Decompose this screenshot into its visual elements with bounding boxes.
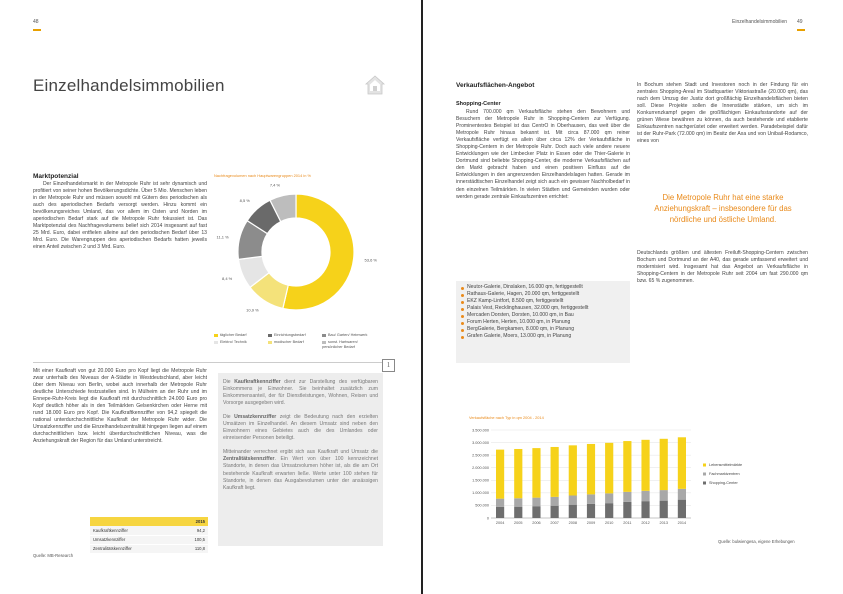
bar-shopping-center-2006 xyxy=(532,506,540,518)
section-heading-marktpotenzial: Marktpotenzial xyxy=(33,173,79,180)
table-row xyxy=(90,535,208,544)
y-tick-label: 3.500.000 xyxy=(472,428,489,433)
mall-list-box xyxy=(456,281,630,363)
legend-label: sonst. Hartwaren/ persönlicher Bedarf xyxy=(322,340,358,349)
page-title: Einzelhandelsimmobilien xyxy=(33,76,225,95)
x-tick-label: 2013 xyxy=(659,521,668,525)
legend-item xyxy=(214,333,266,338)
kaufkraft-text: Mit einer Kaufkraft von gut 20.000 Euro pro Kopf liegt die Metropole Ruhr zwar unterhalb des Niveaus der A-Städte in Westdeutschland, aber leicht über dem Niveau von Berlin, wobei auch innerhalb der Metropole Ruhr deutliche Unterschiede festzustellen sind. In Mülheim an der Ruhr und im Ennepe-Ruhr-Kreis liegt die Kaufkraft mit durchschnittlich 24.000 Euro pro Kopf deutlich höher als in den Teilmärkten Gelsenkirchen oder Herne mit rund 18.000 Euro pro Kopf. Die Kaufkraftkennziffer von 94,2 spiegelt die national unterdurchschnittliche Kaufkraft der Metropole Ruhr wider. Die Umsatzkennziffer und die Einzelhandelszentralität hingegen liegen auf einem durchschnittlichen bzw. leicht überdurchschnittlichen Niveau, was die Anziehungskraft der Region für das Umland unterstreicht. xyxy=(33,368,207,445)
table-header-year: 2015 xyxy=(176,517,208,526)
legend-item xyxy=(268,340,320,345)
bar-shopping-center-2004 xyxy=(496,507,504,518)
table-header-row xyxy=(90,517,208,526)
bar-lebensmittelm-rkte-2006 xyxy=(532,448,540,498)
bar-shopping-center-2005 xyxy=(514,507,522,518)
donut-chart xyxy=(214,182,404,327)
section-heading-verkaufsflaechen: Verkaufsflächen-Angebot xyxy=(456,82,535,89)
bar-fachmarktzentren-2007 xyxy=(551,497,559,506)
header-label: Einzelhandelsimmobilien xyxy=(732,19,788,25)
list-item: Grafen Galerie, Moers, 13.000 qm, in Planung xyxy=(460,333,628,340)
table-row-value: 110,8 xyxy=(176,544,208,553)
bar-fachmarktzentren-2009 xyxy=(587,494,595,504)
info-box-number: 1 xyxy=(382,359,395,372)
legend-label: Einrichtungsbedarf xyxy=(274,333,306,337)
legend-swatch xyxy=(703,482,706,485)
bar-lebensmittelm-rkte-2007 xyxy=(551,447,559,497)
left-source: Quelle: MB-Research xyxy=(33,553,74,558)
donut-slice-label: 8,5 % xyxy=(239,198,250,204)
list-item: EKZ Kamp-Lintfort, 8.500 qm, fertiggestellt xyxy=(460,298,628,305)
y-tick-label: 500.000 xyxy=(475,503,489,508)
subheading-shopping-center: Shopping-Center xyxy=(456,101,501,107)
info-paragraph-umsatz: Die Umsatzkennziffer zeigt die Bedeutung nach den erzielten Umsätzen im Einzelhandel. An diesem Umsatz sind neben den Einwohnern eines Gebietes auch die des Umlandes oder einreisender Personen beteiligt. xyxy=(223,414,378,442)
section-paragraph xyxy=(33,181,207,251)
y-tick-label: 2.000.000 xyxy=(472,466,489,471)
x-tick-label: 2010 xyxy=(604,521,614,525)
legend-item xyxy=(268,333,320,338)
bar-shopping-center-2008 xyxy=(569,505,577,518)
legend-label: modischer Bedarf xyxy=(274,340,304,344)
bar-shopping-center-2009 xyxy=(587,504,595,518)
bar-shopping-center-2012 xyxy=(641,501,649,518)
bar-fachmarktzentren-2008 xyxy=(569,495,577,504)
bar-shopping-center-2010 xyxy=(605,503,613,518)
left-page xyxy=(0,0,421,594)
info-paragraph-zentralitaet: Mitteinander verrechnet ergibt sich aus Kaufkraft und Umsatz die Zentralitätskennziffer. Ein Wert von über 100 kennzeichnet Standorte, in denen das Umsatzvolumen höher ist, als die am Ort bestehende Kaufkraft erwarten ließe. Werte unter 100 stehen für Standorte, in denen das Ausgabevolumen unter der ansässigen Kaufkraft liegt. xyxy=(223,449,378,491)
legend-swatch xyxy=(214,334,218,337)
list-item: Palais Vest, Recklinghausen, 32.000 qm, fertiggestellt xyxy=(460,305,628,312)
lower-paragraph xyxy=(33,368,207,446)
table-row xyxy=(90,526,208,535)
page-number-marker xyxy=(33,29,41,31)
y-tick-label: 1.500.000 xyxy=(472,478,489,483)
y-tick-label: 0 xyxy=(486,516,489,521)
list-item: Forum Herten, Herten, 10.000 qm, in Planung xyxy=(460,319,628,326)
info-paragraph-kaufkraft: Die Kaufkraftkennziffer dient zur Darstellung des verfügbaren Einkommens je Einwohner. Sie beinhaltet zusätzlich zum Einkommensanteil, der für Dienstleistungen, Wohnen, Reisen und Vorsorge ausgegeben wird. xyxy=(223,379,378,407)
x-tick-label: 2014 xyxy=(677,521,687,525)
donut-slice-label: 10,9 % xyxy=(246,307,259,313)
x-tick-label: 2006 xyxy=(532,521,541,525)
legend-swatch xyxy=(214,341,218,344)
legend-label: Bau/ Garten/ Heimwerk xyxy=(328,333,368,337)
bar-lebensmittelm-rkte-2012 xyxy=(641,440,649,491)
bar-lebensmittelm-rkte-2010 xyxy=(605,443,613,494)
shopping-center-text: Rund 700.000 qm Verkaufsfläche stehen den Bewohnern und Besuchern der Metropole Ruhr in Shopping-Centern zur Verfügung. Prominentestes Beispiel ist das CentrO in Oberhausen, das weit über die Metropole Ruhr hinaus bekannt ist. Mit circa 87.000 qm reiner Verkaufsfläche verfügt es allein über circa 12% der Verkaufsfläche in Shopping-Centern in der Metropole Ruhr. Doch auch viele andere neuere Entwicklungen wie der Limbecker Platz in Essen oder die Thier-Galerie in Dortmund sind beliebte Shopping-Center, die moderne Verkaufsflächen auf den Markt gebracht haben und einen positiven Einfluss auf die Entwicklungen in den angrenzenden Einzelhandelslagen hatten. Gerade im innerstädtischen Einzelhandel zeigt sich auch ein gewisser Nachholbedarf in den einzelnen Teilmärkten. In vielen Städten und Gemeinden wurden oder werden gerade zentrale Einkaufszentren errichtet: xyxy=(456,109,630,200)
legend-label: täglicher Bedarf xyxy=(220,333,247,337)
bar-chart-title: Verkaufsfläche nach Typ in qm 2004 - 2014 xyxy=(469,415,544,420)
info-box-text xyxy=(223,379,378,492)
list-item: BergGalerie, Bergkamen, 8.000 qm, in Planung xyxy=(460,326,628,333)
table-header-empty xyxy=(90,517,176,526)
donut-slice-label: 11,1 % xyxy=(216,234,229,240)
y-tick-label: 3.000.000 xyxy=(472,440,489,445)
x-tick-label: 2008 xyxy=(568,521,578,525)
page-number-marker xyxy=(797,29,805,31)
right-source: Quelle: bulwiengesa, eigene Erhebungen xyxy=(718,539,795,544)
bar-lebensmittelm-rkte-2005 xyxy=(514,449,522,498)
bar-lebensmittelm-rkte-2008 xyxy=(569,445,577,495)
table-row-label: Kaufkraftkennziffer xyxy=(90,526,176,535)
legend-item xyxy=(322,340,374,349)
bar-fachmarktzentren-2012 xyxy=(641,491,649,501)
donut-slice-label: 53,6 % xyxy=(364,257,377,263)
legend-swatch xyxy=(703,464,706,467)
divider xyxy=(33,362,386,363)
bar-lebensmittelm-rkte-2009 xyxy=(587,444,595,494)
bar-shopping-center-2013 xyxy=(660,501,668,518)
pull-quote: Die Metropole Ruhr hat eine starke Anziehungskraft – insbesondere für das nördliche und östliche Umland. xyxy=(654,193,792,224)
bar-lebensmittelm-rkte-2011 xyxy=(623,441,631,492)
legend-swatch xyxy=(703,473,706,476)
bar-shopping-center-2014 xyxy=(678,500,686,518)
table-row-label: Umsatzkennziffer xyxy=(90,535,176,544)
bar-lebensmittelm-rkte-2004 xyxy=(496,450,504,499)
bar-shopping-center-2011 xyxy=(623,502,631,518)
marktpotenzial-text: Der Einzelhandelsmarkt in der Metropole Ruhr ist sehr dynamisch und profitiert von seiner hohen Bevölkerungsdichte. Über 5 Mio. Menschen leben in der Metropole Ruhr und müssen sowohl mit Gütern des periodischen als auch des aperiodischen Bedarfs versorgt werden. Hinzu kommt ein bevölkerungsreiches Umland, das vor allem im Osten und Norden im aperiodischen Bedarf stark auf die Metropole Ruhr fokussiert ist. Das Marktpotenzial des Nachfragevolumens belief sich 2014 insgesamt auf fast 25 Mrd. Euro, dabei entfielen alleine auf den periodischen Bedarf über 13 Mrd. Euro. Die Warengruppen des aperiodischen Bedarfs hatten jeweils einen Anteil zwischen 2 und 3 Mrd. Euro. xyxy=(33,181,207,251)
col2-paragraph xyxy=(637,82,808,145)
page-number: 48 xyxy=(33,19,39,25)
table-row-value: 94,2 xyxy=(176,526,208,535)
ruhrpark-text: Deutschlands größten und ältesten Freiluft-Shopping-Centern zwischen Bochum und Dortmund an der A40, das gerade umfassend erweitert und modernisiert wird. Insgesamt hat das Angebot an Verkaufsfläche in Shopping-Centern in der Metropole Ruhr seit 2004 um fast 290.000 qm bzw. 65 % zugenommen. xyxy=(637,250,808,285)
x-tick-label: 2011 xyxy=(623,521,632,525)
x-tick-label: 2004 xyxy=(495,521,505,525)
legend-label: Fachmarktzentren xyxy=(709,472,740,476)
legend-item xyxy=(322,333,374,338)
bar-fachmarktzentren-2006 xyxy=(532,498,540,507)
legend-item xyxy=(214,340,266,345)
mall-list xyxy=(460,284,628,340)
x-tick-label: 2007 xyxy=(550,521,559,525)
table-row-value: 100,5 xyxy=(176,535,208,544)
y-tick-label: 2.500.000 xyxy=(472,453,489,458)
bar-fachmarktzentren-2011 xyxy=(623,492,631,502)
list-item: Rathaus-Galerie, Hagen, 20.000 qm, fertiggestellt xyxy=(460,291,628,298)
legend-swatch xyxy=(268,334,272,337)
bar-lebensmittelm-rkte-2014 xyxy=(678,437,686,489)
x-tick-label: 2009 xyxy=(586,521,596,525)
donut-slice-label: 7,4 % xyxy=(269,182,281,188)
bar-fachmarktzentren-2010 xyxy=(605,493,613,503)
legend-swatch xyxy=(268,341,272,344)
legend-swatch xyxy=(322,334,326,337)
bar-fachmarktzentren-2004 xyxy=(496,499,504,507)
legend-label: Shopping-Center xyxy=(709,481,738,485)
right-page xyxy=(423,0,843,594)
donut-chart-title: Nachfragevolumen nach Hauptwarengruppen 2014 in % xyxy=(214,173,311,178)
donut-slice-label: 8,4 % xyxy=(221,275,233,281)
legend-label: Lebensmittelmärkte xyxy=(709,463,743,467)
bar-fachmarktzentren-2005 xyxy=(514,498,522,506)
col1-paragraph xyxy=(456,109,630,201)
list-item: Mercaden Dorsten, Dorsten, 10.000 qm, in Bau xyxy=(460,312,628,319)
table-row xyxy=(90,544,208,553)
legend-label: Elektro/ Technik xyxy=(220,340,247,344)
legend-swatch xyxy=(322,341,326,344)
page-number: 49 xyxy=(797,19,803,25)
list-item: Neutor-Galerie, Dinslaken, 16.000 qm, fertiggestellt xyxy=(460,284,628,291)
table-row-label: Zentralitätskennziffer xyxy=(90,544,176,553)
bar-chart xyxy=(463,422,808,534)
bar-fachmarktzentren-2013 xyxy=(660,490,668,501)
y-tick-label: 1.000.000 xyxy=(472,491,489,496)
bochum-text: In Bochum stehen Stadt und Investoren noch in der Findung für ein zentrales Shopping-Areal im Stadtquartier Viktoriastraße (20.000 qm), das nach dem Umzug der Justiz dort großflächig Einzelhandelsflächen bieten soll. Diese Projekte sollen die Innenstädte stärken, um sich im Konkurrenzkampf gegen die großflächigen Einkaufsstandorte auf der grünen Wiese bewähren zu können, da auch bestehende und etablierte Einkaufszentren nachgerüstet oder erweitert werden. Paradebeispiel dafür ist der Ruhr-Park (72.000 qm) im Besitz der Axa und von Unibail-Rodamco, eines von xyxy=(637,82,808,145)
col2-paragraph-2 xyxy=(637,250,808,285)
house-icon xyxy=(364,74,386,96)
bar-lebensmittelm-rkte-2013 xyxy=(660,439,668,490)
info-box xyxy=(218,373,383,546)
bar-shopping-center-2007 xyxy=(551,506,559,518)
x-tick-label: 2005 xyxy=(514,521,523,525)
kennziffer-table xyxy=(90,517,208,554)
x-tick-label: 2012 xyxy=(641,521,650,525)
bar-fachmarktzentren-2014 xyxy=(678,489,686,500)
